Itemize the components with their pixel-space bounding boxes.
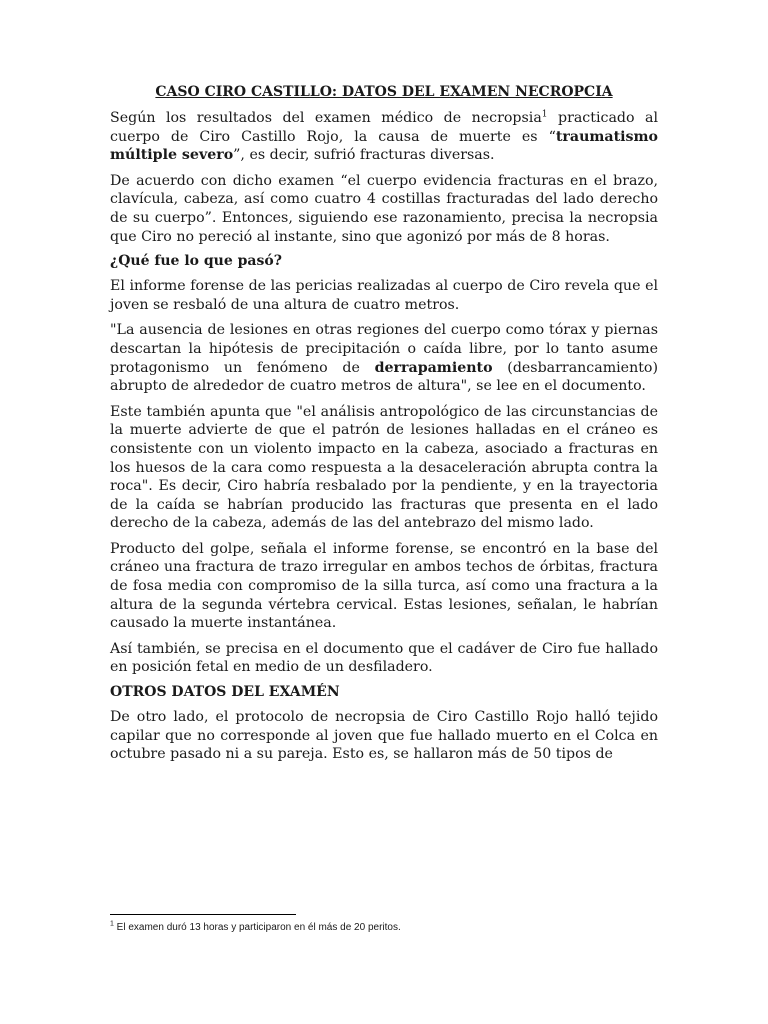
document-body (110, 84, 658, 771)
footnote-text: El examen duró 13 horas y participaron en él más de 20 peritos. (113, 922, 401, 933)
footnote-divider (110, 914, 296, 915)
paragraph-1-text-a: Según los resultados del examen médico de necropsia (110, 110, 542, 126)
paragraph-4-bold: derrapamiento (374, 359, 493, 376)
paragraph-1 (110, 109, 658, 165)
paragraph-4 (110, 321, 658, 395)
section-heading-que-paso: ¿Qué fue lo que pasó? (110, 253, 282, 270)
paragraph-1-bold: traumatismo múltiple severo (110, 128, 658, 164)
paragraph-3: El informe forense de las pericias realizadas al cuerpo de Ciro revela que el joven se resbaló de una altura de cuatro metros. (110, 278, 658, 313)
document-title: CASO CIRO CASTILLO: DATOS DEL EXAMEN NECROPCIA (155, 84, 613, 100)
paragraph-8: De otro lado, el protocolo de necropsia de Ciro Castillo Rojo halló tejido capilar que no corresponde al joven que fue hallado muerto en el Colca en octubre pasado ni a su pareja. Esto es, se hallaron más de 50 tipos de (110, 709, 658, 763)
paragraph-5: Este también apunta que "el análisis antropológico de las circunstancias de la muerte advierte de que el patrón de lesiones halladas en el cráneo es consistente con un violento impacto en la cabeza, asociado a fracturas en los huesos de la cara como respuesta a la desaceleración abrupta contra la roca". Es decir, Ciro habría resbalado por la pendiente, y en la trayectoria de la caída se habrían producido las fracturas que presenta en el lado derecho de la cabeza, además de las del antebrazo del mismo lado. (110, 403, 658, 532)
footnote (110, 922, 401, 933)
paragraph-2: De acuerdo con dicho examen “el cuerpo evidencia fracturas en el brazo, clavícula, cabeza, así como cuatro 4 costillas fracturadas del lado derecho de su cuerpo”. Entonces, siguiendo ese razonamiento, precisa la necropsia que Ciro no pereció al instante, sino que agonizó por más de 8 horas. (110, 172, 658, 245)
paragraph-6: Producto del golpe, señala el informe forense, se encontró en la base del cráneo una fractura de trazo irregular en ambos techos de órbitas, fractura de fosa media con compromiso de la silla turca, así como una fractura a la altura de la segunda vértebra cervical. Estas lesiones, señalan, le habrían causado la muerte instantánea. (110, 540, 658, 632)
paragraph-4-text-a: "La ausencia de lesiones en otras regiones del cuerpo como tórax y piernas descartan la hipótesis de precipitación o caída libre, por lo tanto asume protagonismo un fenómeno de (110, 322, 658, 376)
paragraph-4-text-b: (desbarrancamiento) abrupto de alrededor de cuatro metros de altura", se lee en el documento. (110, 359, 658, 395)
paragraph-1-text-b: practicado al cuerpo de Ciro Castillo Rojo, la causa de muerte es “ (110, 110, 658, 145)
section-heading-otros-datos: OTROS DATOS DEL EXAMÉN (110, 684, 340, 701)
footnote-ref[interactable]: 1 (541, 109, 548, 120)
paragraph-7: Así también, se precisa en el documento que el cadáver de Ciro fue hallado en posición fetal en medio de un desfiladero. (110, 640, 658, 676)
footnote-number: 1 (110, 920, 114, 928)
paragraph-1-text-c: ”, es decir, sufrió fracturas diversas. (233, 147, 495, 164)
